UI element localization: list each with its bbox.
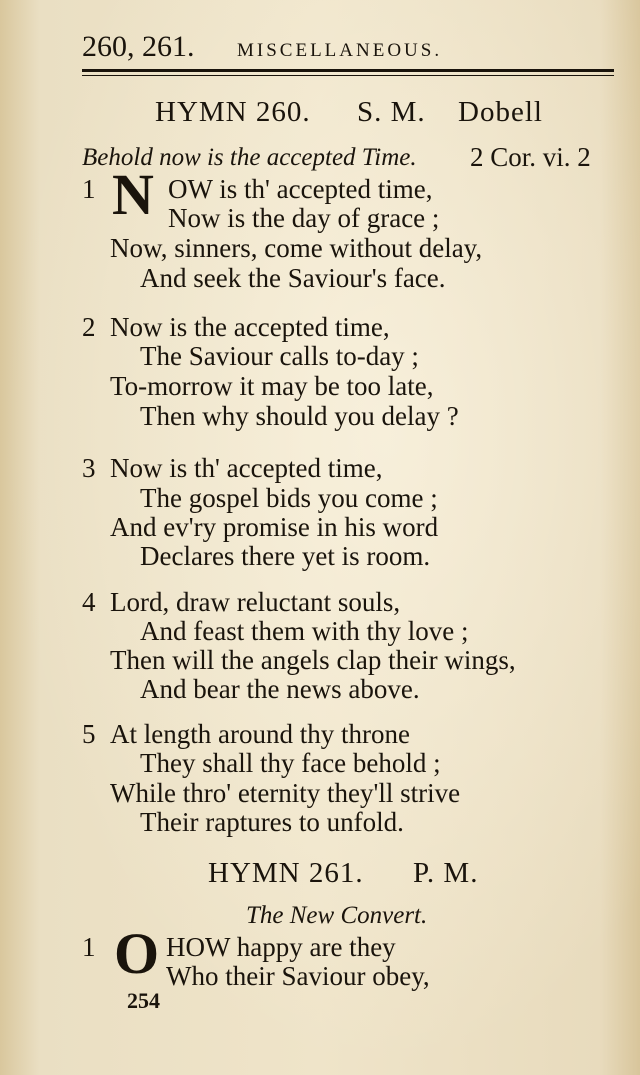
hymn-261-subject: The New Convert. (246, 902, 428, 929)
drop-cap: O (114, 921, 160, 986)
hymn-260-subject: Behold now is the accepted Time. (82, 144, 417, 171)
hymn-261-meter: P. M. (413, 857, 479, 889)
page-numbers-header: 260, 261. (82, 30, 195, 63)
page-number-footer: 254 (127, 988, 160, 1013)
verse-line: OW is th' accepted time, (168, 174, 433, 204)
hymn-260-reference: 2 Cor. vi. 2 (470, 142, 591, 172)
verse-line: Declares there yet is room. (140, 541, 431, 571)
verse-line: Now is th' accepted time, (110, 453, 383, 483)
verse-number: 1 (82, 174, 96, 204)
verse-line: And bear the news above. (140, 674, 420, 704)
verse-line: And feast them with thy love ; (140, 616, 469, 646)
hymn-260-meter: S. M. (357, 96, 426, 128)
verse-line: While thro' eternity they'll strive (110, 778, 461, 808)
verse-line: And ev'ry promise in his word (110, 512, 439, 542)
verse-line: Lord, draw reluctant souls, (110, 587, 401, 617)
verse-line: HOW happy are they (166, 932, 396, 962)
verse-line: Now is the day of grace ; (168, 203, 440, 233)
header-rule-thick (82, 69, 614, 72)
verse-line: Then will the angels clap their wings, (110, 645, 516, 675)
verse-line: The Saviour calls to-day ; (140, 341, 419, 371)
header-rule-thin (82, 75, 614, 76)
verse-number: 3 (82, 453, 96, 483)
verse-line: They shall thy face behold ; (140, 748, 441, 778)
running-head: MISCELLANEOUS. (237, 40, 443, 61)
verse-line: Their raptures to unfold. (140, 807, 404, 837)
hymn-260-title: HYMN 260. (155, 96, 311, 128)
hymn-260-author: Dobell (458, 96, 543, 128)
hymn-261-title: HYMN 261. (208, 857, 364, 889)
verse-line: Then why should you delay ? (140, 401, 459, 431)
verse-number: 2 (82, 312, 96, 342)
verse-line: And seek the Saviour's face. (140, 263, 446, 293)
drop-cap: N (112, 162, 154, 227)
verse-line: To-morrow it may be too late, (110, 371, 434, 401)
verse-line: Who their Saviour obey, (166, 961, 430, 991)
verse-number: 4 (82, 587, 96, 617)
verse-number: 5 (82, 719, 96, 749)
verse-line: The gospel bids you come ; (140, 483, 438, 513)
verse-number: 1 (82, 932, 96, 962)
verse-line: Now, sinners, come without delay, (110, 233, 483, 263)
verse-line: Now is the accepted time, (110, 312, 390, 342)
verse-line: At length around thy throne (110, 719, 410, 749)
